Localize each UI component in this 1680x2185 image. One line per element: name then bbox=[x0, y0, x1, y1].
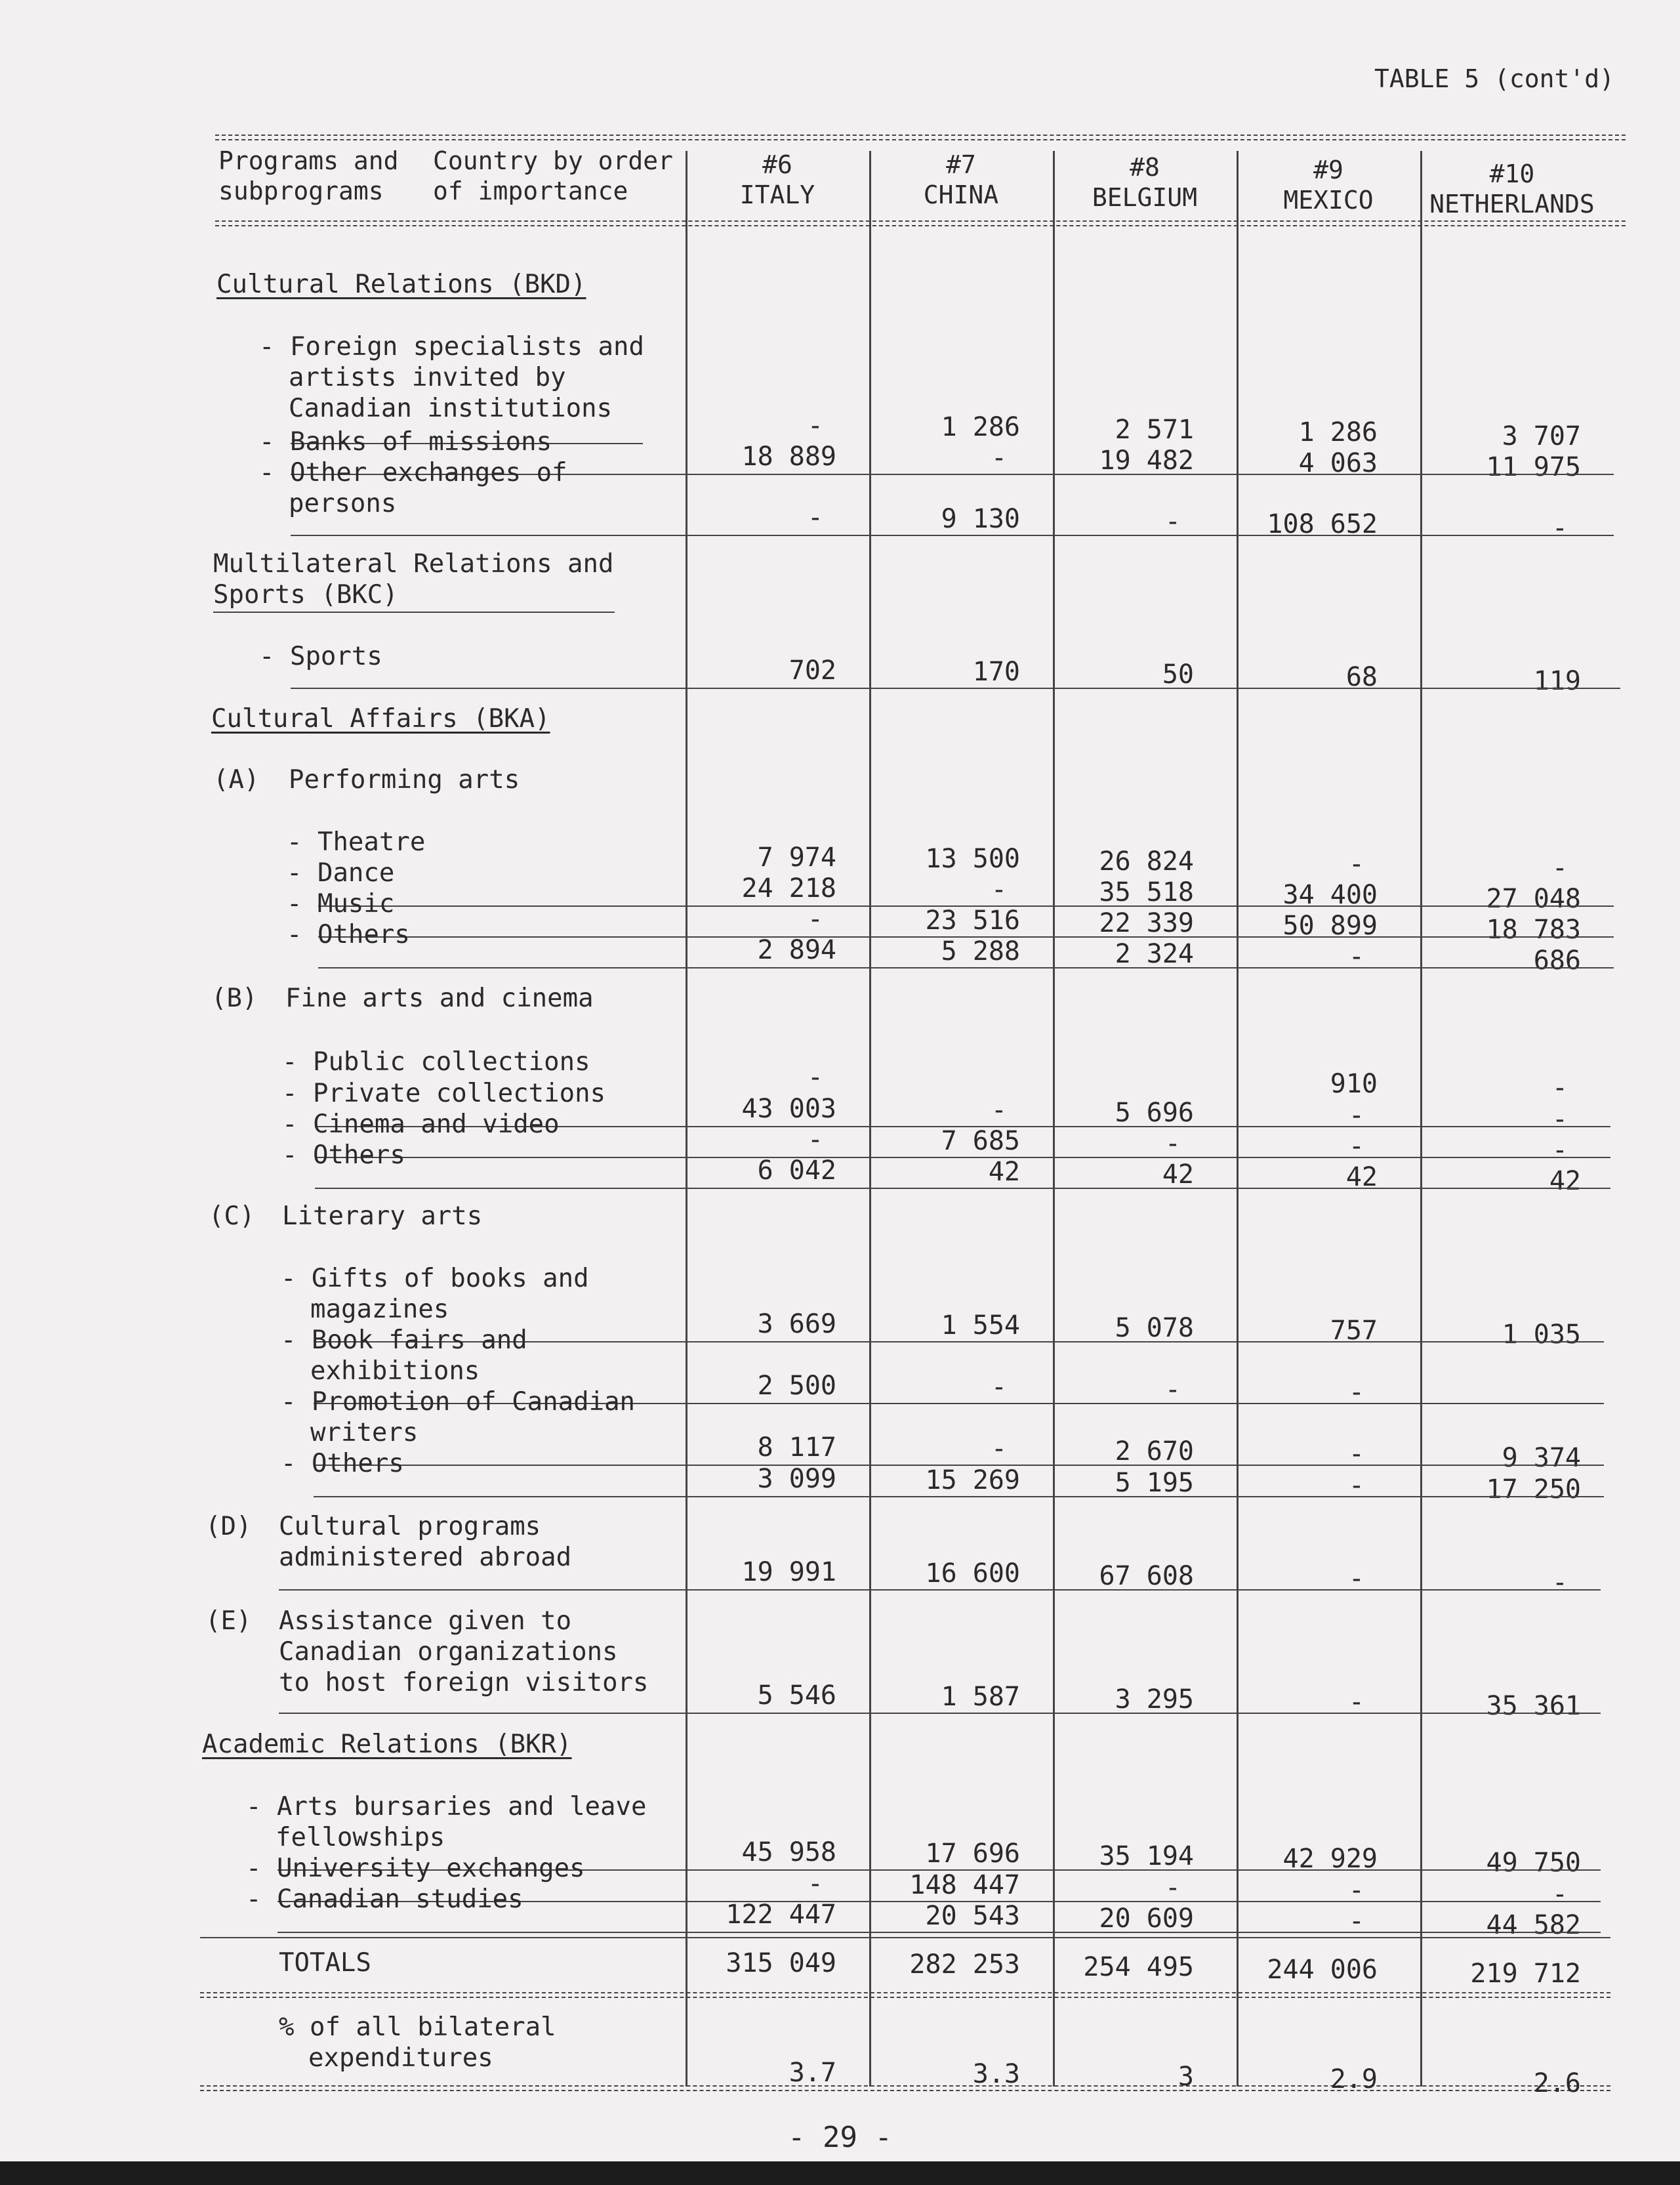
cell-value: - bbox=[807, 503, 823, 533]
row-rule bbox=[291, 688, 1620, 689]
row-label: % of all bilateral bbox=[279, 2012, 556, 2042]
section-heading: Academic Relations (BKR) bbox=[202, 1730, 572, 1759]
row-label: TOTALS bbox=[279, 1948, 371, 1978]
subsection-title: Fine arts and cinema bbox=[285, 984, 594, 1013]
cell-value: 45 958 bbox=[741, 1837, 836, 1867]
row-label: Canadian organizations bbox=[279, 1637, 618, 1667]
cell-value: 170 bbox=[972, 657, 1020, 687]
cell-value: 22 339 bbox=[1099, 908, 1194, 938]
subsection-letter: (A) bbox=[213, 765, 260, 795]
cell-value: 5 288 bbox=[941, 936, 1020, 967]
row-rule bbox=[291, 535, 1614, 536]
row-label: - Others bbox=[287, 920, 410, 949]
cell-value: 42 929 bbox=[1282, 1844, 1378, 1874]
row-label: - Theatre bbox=[287, 827, 426, 857]
cell-value: 3.3 bbox=[972, 2059, 1020, 2089]
cell-value: 3 295 bbox=[1115, 1684, 1194, 1715]
row-label: - Others bbox=[282, 1140, 405, 1170]
cell-value: - bbox=[1164, 507, 1181, 537]
cell-value: 44 582 bbox=[1486, 1910, 1581, 1940]
cell-value: 49 750 bbox=[1486, 1848, 1581, 1878]
cell-value: 20 543 bbox=[925, 1901, 1020, 1931]
table-top-rule bbox=[215, 135, 1626, 140]
cell-value: 315 049 bbox=[726, 1948, 836, 1978]
subsection-title: Literary arts bbox=[282, 1201, 483, 1231]
subsection-letter: (C) bbox=[209, 1201, 255, 1231]
cell-value: - bbox=[1348, 1906, 1364, 1936]
cell-value: - bbox=[807, 1125, 823, 1155]
cell-value: 3 099 bbox=[757, 1464, 836, 1494]
row-label: artists invited by bbox=[289, 363, 566, 392]
section-heading: Cultural Relations (BKD) bbox=[216, 270, 586, 299]
cell-value: 23 516 bbox=[925, 905, 1020, 936]
row-label: writers bbox=[310, 1418, 419, 1447]
cell-value: 27 048 bbox=[1486, 884, 1581, 914]
cell-value: 1 554 bbox=[941, 1310, 1020, 1341]
cell-value: 3.7 bbox=[789, 2058, 836, 2088]
row-rule bbox=[277, 1932, 1601, 1933]
header-country: #10 NETHERLANDS bbox=[1429, 159, 1595, 218]
cell-value: 2.6 bbox=[1533, 2068, 1581, 2098]
cell-value: 2 670 bbox=[1115, 1436, 1194, 1467]
cell-value: 1 286 bbox=[941, 412, 1020, 442]
cell-value: 757 bbox=[1330, 1316, 1378, 1346]
cell-value: 19 482 bbox=[1099, 446, 1194, 476]
cell-value: 244 006 bbox=[1267, 1955, 1378, 1985]
cell-value: 43 003 bbox=[741, 1094, 836, 1124]
cell-value: - bbox=[1551, 1568, 1568, 1598]
cell-value: 1 035 bbox=[1502, 1320, 1581, 1350]
header-country-order: Country by order of importance bbox=[433, 146, 674, 205]
cell-value: 686 bbox=[1533, 946, 1581, 976]
cell-value: - bbox=[1551, 853, 1568, 883]
cell-value: 16 600 bbox=[925, 1558, 1020, 1589]
cell-value: 7 685 bbox=[941, 1126, 1020, 1156]
cell-value: 9 130 bbox=[941, 504, 1020, 534]
row-label: Assistance given to bbox=[279, 1606, 572, 1636]
cell-value: 1 286 bbox=[1298, 417, 1378, 447]
cell-value: - bbox=[1164, 1873, 1181, 1903]
cell-value: 42 bbox=[1162, 1159, 1194, 1190]
cell-value: 42 bbox=[988, 1157, 1020, 1187]
cell-value: 13 500 bbox=[925, 844, 1020, 874]
cell-value: 5 078 bbox=[1115, 1313, 1194, 1343]
cell-value: - bbox=[991, 1434, 1007, 1464]
cell-value: - bbox=[1348, 1564, 1364, 1594]
cell-value: 17 250 bbox=[1486, 1474, 1581, 1505]
cell-value: 5 546 bbox=[757, 1680, 836, 1711]
cell-value: 50 bbox=[1162, 659, 1194, 690]
cell-value: - bbox=[991, 875, 1007, 905]
section-heading: Cultural Affairs (BKA) bbox=[211, 704, 550, 734]
cell-value: 8 117 bbox=[757, 1432, 836, 1463]
cell-value: - bbox=[1164, 1129, 1181, 1159]
cell-value: - bbox=[1348, 1439, 1364, 1469]
cell-value: 254 495 bbox=[1083, 1952, 1194, 1982]
cell-value: 2 500 bbox=[757, 1371, 836, 1401]
cell-value: 68 bbox=[1345, 662, 1378, 692]
cell-value: 35 361 bbox=[1486, 1691, 1581, 1721]
cell-value: 34 400 bbox=[1282, 880, 1378, 910]
row-label: - Arts bursaries and leave bbox=[246, 1792, 647, 1821]
row-label: - University exchanges bbox=[246, 1854, 585, 1883]
totals-bottom-rule bbox=[200, 1992, 1610, 1998]
cell-value: - bbox=[991, 1095, 1007, 1125]
cell-value: - bbox=[991, 443, 1007, 473]
cell-value: - bbox=[991, 1372, 1007, 1402]
cell-value: 19 991 bbox=[741, 1557, 836, 1587]
row-label: persons bbox=[289, 489, 397, 518]
cell-value: 7 974 bbox=[757, 843, 836, 873]
cell-value: 35 518 bbox=[1099, 877, 1194, 907]
cell-value: - bbox=[1348, 1875, 1364, 1905]
cell-value: 20 609 bbox=[1099, 1904, 1194, 1934]
cell-value: 26 824 bbox=[1099, 846, 1194, 877]
cell-value: - bbox=[1348, 942, 1364, 972]
cell-value: 5 696 bbox=[1115, 1098, 1194, 1128]
cell-value: 18 889 bbox=[741, 442, 836, 472]
cell-value: - bbox=[807, 1869, 823, 1899]
totals-rule bbox=[200, 1937, 1610, 1938]
row-rule bbox=[315, 1188, 1610, 1189]
cell-value: 219 712 bbox=[1470, 1959, 1581, 1989]
row-label: - Sports bbox=[259, 642, 382, 671]
row-label: Cultural programs bbox=[279, 1512, 541, 1541]
row-label: - Banks of missions bbox=[259, 427, 552, 457]
row-label: - Gifts of books and bbox=[281, 1264, 589, 1293]
cell-value: - bbox=[1348, 1377, 1364, 1407]
cell-value: 910 bbox=[1330, 1069, 1378, 1099]
row-label: magazines bbox=[310, 1295, 449, 1324]
cell-value: 2 324 bbox=[1115, 939, 1194, 969]
subsection-letter: (B) bbox=[211, 984, 258, 1013]
subsection-letter: (D) bbox=[205, 1512, 252, 1541]
subsection-title: Performing arts bbox=[289, 765, 520, 795]
cell-value: 3 bbox=[1178, 2062, 1194, 2092]
row-label: Canadian institutions bbox=[289, 394, 613, 423]
row-rule bbox=[318, 967, 1614, 968]
cell-value: 50 899 bbox=[1282, 911, 1378, 941]
header-programs: Programs and subprograms bbox=[218, 146, 399, 205]
cell-value: - bbox=[1348, 1470, 1364, 1501]
cell-value: - bbox=[1551, 1104, 1568, 1134]
row-label: - Cinema and video bbox=[282, 1110, 560, 1139]
row-label: - Foreign specialists and bbox=[259, 332, 644, 362]
header-country: #7 CHINA bbox=[923, 150, 999, 209]
cell-value: 11 975 bbox=[1486, 452, 1581, 482]
cell-value: 18 783 bbox=[1486, 915, 1581, 945]
cell-value: - bbox=[1348, 1100, 1364, 1131]
row-label: - Other exchanges of bbox=[259, 458, 567, 488]
cell-value: - bbox=[1348, 1687, 1364, 1717]
section-underline bbox=[213, 612, 615, 613]
row-rule bbox=[314, 1496, 1604, 1497]
cell-value: 282 253 bbox=[909, 1949, 1020, 1980]
row-rule bbox=[279, 1713, 1601, 1714]
row-label: expenditures bbox=[308, 2043, 493, 2073]
cell-value: 9 374 bbox=[1502, 1443, 1581, 1473]
table-caption: TABLE 5 (cont'd) bbox=[1374, 64, 1614, 93]
row-label: fellowships bbox=[276, 1823, 445, 1852]
cell-value: - bbox=[1348, 1131, 1364, 1161]
section-heading: Multilateral Relations and Sports (BKC) bbox=[213, 549, 614, 610]
cell-value: 4 063 bbox=[1298, 448, 1378, 478]
cell-value: - bbox=[1551, 1135, 1568, 1165]
cell-value: 42 bbox=[1549, 1166, 1581, 1196]
row-label: - Canadian studies bbox=[246, 1884, 523, 1914]
header-country: #9 MEXICO bbox=[1283, 156, 1374, 215]
cell-value: 42 bbox=[1345, 1162, 1378, 1192]
subsection-letter: (E) bbox=[205, 1606, 252, 1636]
cell-value: 17 696 bbox=[925, 1839, 1020, 1869]
scan-edge bbox=[0, 2161, 1680, 2185]
row-label: exhibitions bbox=[310, 1356, 480, 1386]
header-bottom-rule bbox=[215, 220, 1626, 226]
row-label: - Public collections bbox=[282, 1047, 590, 1077]
cell-value: 3 707 bbox=[1502, 421, 1581, 451]
row-label: - Dance bbox=[287, 858, 395, 888]
cell-value: - bbox=[807, 904, 823, 934]
cell-value: 35 194 bbox=[1099, 1841, 1194, 1871]
cell-value: 702 bbox=[789, 656, 836, 686]
cell-value: 3 669 bbox=[757, 1309, 836, 1339]
cell-value: 2 894 bbox=[757, 935, 836, 965]
row-rule bbox=[279, 1589, 1601, 1591]
cell-value: - bbox=[807, 1062, 823, 1092]
cell-value: 119 bbox=[1533, 666, 1581, 696]
row-label: - Others bbox=[281, 1449, 404, 1478]
cell-value: 148 447 bbox=[909, 1870, 1020, 1900]
page-number: - 29 - bbox=[788, 2121, 892, 2154]
cell-value: - bbox=[1551, 1073, 1568, 1103]
cell-value: - bbox=[1164, 1375, 1181, 1405]
cell-value: 6 042 bbox=[757, 1155, 836, 1186]
cell-value: 1 587 bbox=[941, 1682, 1020, 1712]
row-label: - Promotion of Canadian bbox=[281, 1387, 636, 1417]
cell-value: 122 447 bbox=[726, 1900, 836, 1930]
row-label: to host foreign visitors bbox=[279, 1668, 649, 1697]
cell-value: 15 269 bbox=[925, 1465, 1020, 1495]
header-country: #6 ITALY bbox=[739, 150, 815, 209]
cell-value: - bbox=[1551, 513, 1568, 543]
header-country: #8 BELGIUM bbox=[1092, 153, 1198, 212]
cell-value: 2 571 bbox=[1115, 415, 1194, 445]
cell-value: 67 608 bbox=[1099, 1561, 1194, 1591]
cell-value: 2.9 bbox=[1330, 2064, 1378, 2094]
cell-value: 108 652 bbox=[1267, 509, 1378, 539]
row-label: - Book fairs and bbox=[281, 1325, 527, 1355]
cell-value: - bbox=[807, 411, 823, 441]
row-label: administered abroad bbox=[279, 1543, 572, 1572]
cell-value: 5 195 bbox=[1115, 1468, 1194, 1498]
row-label: - Private collections bbox=[282, 1079, 606, 1108]
row-label: - Music bbox=[287, 889, 395, 919]
cell-value: - bbox=[1551, 1879, 1568, 1909]
cell-value: 24 218 bbox=[741, 873, 836, 904]
cell-value: - bbox=[1348, 849, 1364, 879]
